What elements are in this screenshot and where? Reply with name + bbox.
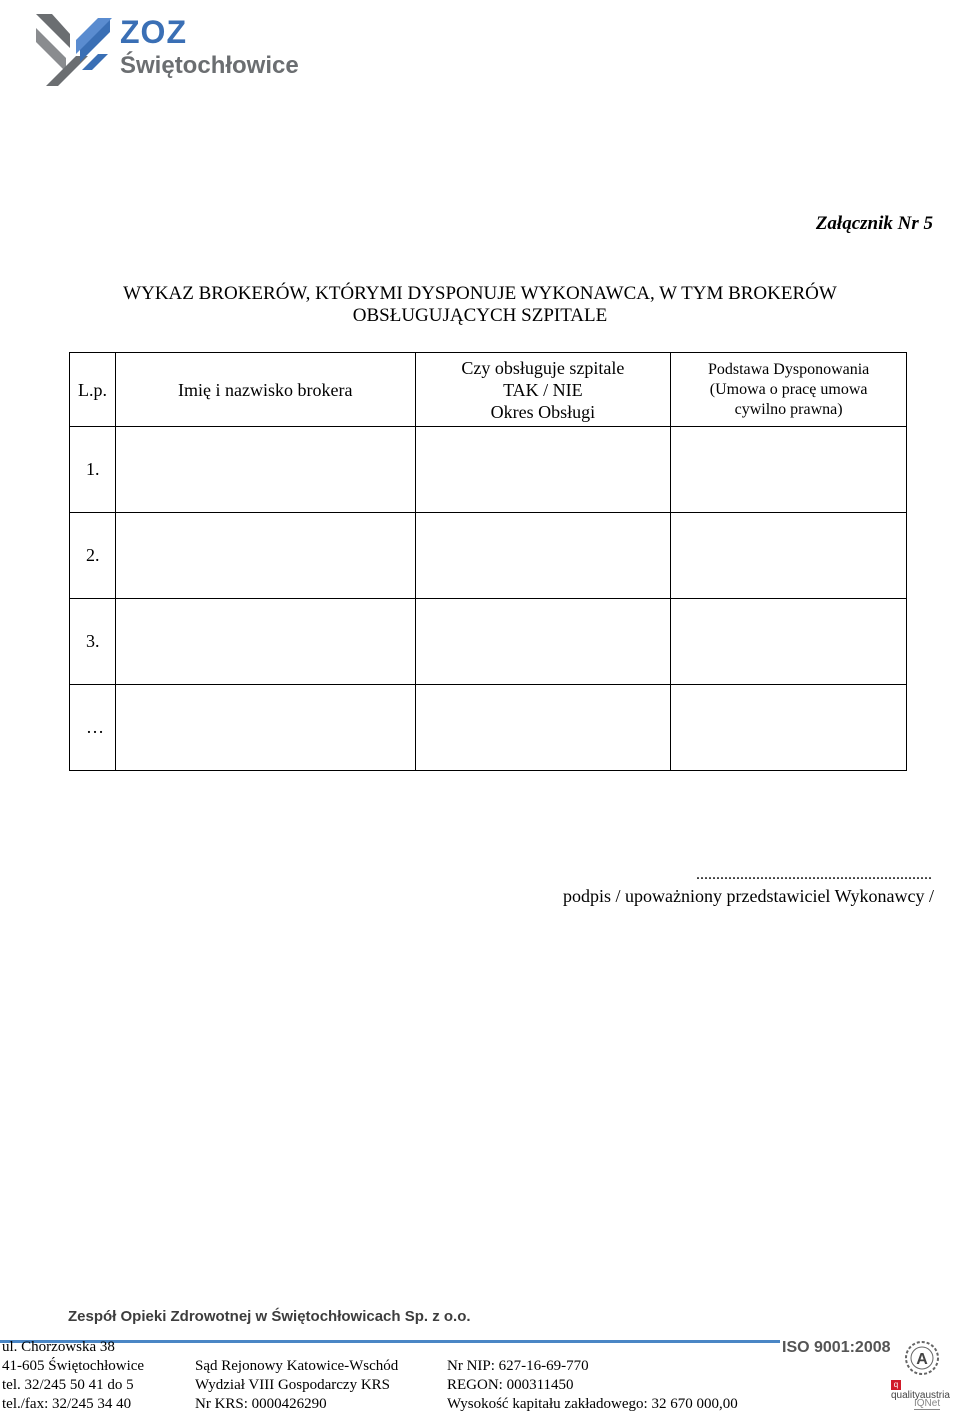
row-hospitals-cell[interactable] <box>415 427 671 513</box>
footer-address-column <box>2 1338 144 1414</box>
footer-line-text: Nr NIP: 627-16-69-770 <box>447 1358 589 1374</box>
row-hospitals-cell[interactable] <box>415 513 671 599</box>
header-hospitals-line: Czy obsługuje szpitale <box>461 357 625 378</box>
row-basis-cell[interactable] <box>671 427 907 513</box>
footer-line-text: Wysokość kapitału zakładowego: 32 670 000,00 <box>447 1396 738 1412</box>
logo-city: Świętochłowice <box>120 52 299 79</box>
logo-name: ZOZ <box>120 14 187 50</box>
table-row <box>70 685 907 771</box>
footer-line-text: tel. 32/245 50 41 do 5 <box>2 1377 134 1393</box>
footer-line-text: Nr KRS: 0000426290 <box>195 1396 327 1412</box>
row-basis-cell[interactable] <box>671 599 907 685</box>
header-hospitals-line: Okres Obsługi <box>490 401 596 422</box>
zoz-logo <box>36 10 316 88</box>
row-hospitals-cell[interactable] <box>415 599 671 685</box>
annex-label: Załącznik Nr 5 <box>815 213 933 234</box>
footer-registry-column <box>447 1357 738 1414</box>
row-lp: … <box>70 685 116 771</box>
row-broker-name-cell[interactable] <box>115 599 415 685</box>
row-basis-cell[interactable] <box>671 685 907 771</box>
iqnet-mark: IQNet <box>914 1398 941 1409</box>
row-lp: 2. <box>70 513 116 599</box>
header-lp: L.p. <box>70 353 116 427</box>
footer-court-column <box>195 1357 398 1414</box>
quality-austria-icon: q <box>891 1380 901 1390</box>
table-row <box>70 599 907 685</box>
row-lp: 1. <box>70 427 116 513</box>
row-lp: 3. <box>70 599 116 685</box>
row-basis-cell[interactable] <box>671 513 907 599</box>
table-header-row <box>70 353 907 427</box>
title-line-2: OBSŁUGUJĄCYCH SZPITALE <box>352 305 608 326</box>
row-hospitals-cell[interactable] <box>415 685 671 771</box>
row-broker-name-cell[interactable] <box>115 513 415 599</box>
header-basis-line: (Umowa o pracę umowa <box>709 380 868 398</box>
header-hospitals <box>415 353 671 427</box>
row-broker-name-cell[interactable] <box>115 427 415 513</box>
iso-certification: ISO 9001:2008 <box>782 1339 891 1356</box>
table-row <box>70 513 907 599</box>
header-hospitals-line: TAK / NIE <box>503 379 583 400</box>
footer-line-text: REGON: 000311450 <box>447 1377 574 1393</box>
svg-text:A: A <box>916 1351 928 1368</box>
header-basis-line: Podstawa Dysponowania <box>707 360 870 378</box>
signature-label: podpis / upoważniony przedstawiciel Wykonawcy / <box>563 886 934 906</box>
row-broker-name-cell[interactable] <box>115 685 415 771</box>
title-line-1: WYKAZ BROKERÓW, KTÓRYMI DYSPONUJE WYKONAWCA, W TYM BROKERÓW <box>123 283 837 304</box>
header-broker-name: Imię i nazwisko brokera <box>115 353 415 427</box>
page-title <box>60 283 900 327</box>
quality-austria-label: qualityaustria <box>891 1390 950 1401</box>
footer-line-text: 41-605 Świętochłowice <box>2 1358 145 1374</box>
footer-line-text: Wydział VIII Gospodarczy KRS <box>195 1377 391 1393</box>
signature-line: ........................................................... <box>696 866 932 883</box>
footer-line-text: ul. Chorzowska 38 <box>2 1339 115 1355</box>
table-row <box>70 427 907 513</box>
header-basis-line: cywilno prawna) <box>734 400 843 418</box>
certification-seal-icon <box>904 1340 940 1376</box>
footer-line-text: tel./fax: 32/245 34 40 <box>2 1396 132 1412</box>
footer-company-name: Zespół Opieki Zdrowotnej w Świętochłowicach Sp. z o.o. <box>68 1308 471 1325</box>
header-basis <box>671 353 907 427</box>
brokers-table <box>69 352 907 771</box>
footer-line-text: Sąd Rejonowy Katowice-Wschód <box>195 1358 399 1374</box>
zoz-diamond-logo-icon <box>36 10 116 86</box>
